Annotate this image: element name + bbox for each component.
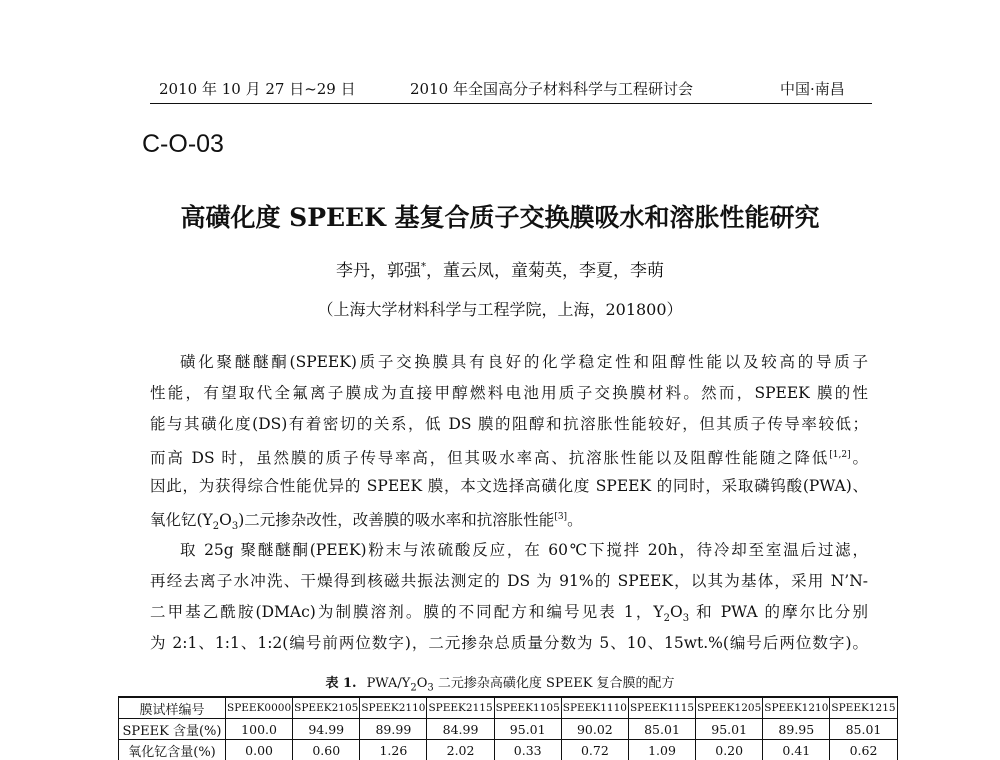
formulation-table [118, 696, 898, 760]
author-first: 李丹，郭强 [336, 261, 421, 281]
table-column-header: SPEEK1210 [763, 697, 830, 719]
table-cell: 0.41 [763, 740, 830, 760]
p2-line-3: 二甲基乙酰胺(DMAc)为制膜溶剂。膜的不同配方和编号见表 1，$Y_2O_3$ 和 PWA 的摩尔比分别 [150, 603, 868, 625]
citation-1-2: [1,2] [829, 450, 851, 460]
p1-line-2: 性能，有望取代全氟离子膜成为直接甲醇燃料电池用质子交换膜材料。然而，SPEEK 膜的性 [150, 384, 868, 402]
table-cell: 94.99 [293, 719, 360, 740]
table-cell: 0.62 [830, 740, 897, 760]
corresponding-mark: * [421, 261, 426, 273]
paper-title: 高磺化度 SPEEK 基复合质子交换膜吸水和溶胀性能研究 [180, 203, 820, 232]
table-column-header: SPEEK2105 [293, 697, 360, 719]
table-header-row [119, 697, 898, 719]
paper-code: C-O-03 [142, 130, 224, 158]
table-caption-label: 表 1. [325, 676, 357, 691]
p1-line-6: 氧化钇$(Y_2O_3)$二元掺杂改性，改善膜的吸水率和抗溶胀性能[3]。 [150, 511, 583, 533]
table-row [119, 719, 898, 740]
header-conference: 2010 年全国高分子材料科学与工程研讨会 [410, 80, 693, 98]
table-caption: 表 1. PWA/$Y_2O_3$ 二元掺杂高磺化度 SPEEK 复合膜的配方 [325, 676, 675, 694]
table-cell: 95.01 [696, 719, 763, 740]
table-cell: 85.01 [628, 719, 695, 740]
table-header-label: 膜试样编号 [119, 697, 226, 719]
table-column-header: SPEEK0000 [226, 697, 293, 719]
p1-line-3: 能与其磺化度(DS)有着密切的关系，低 DS 膜的阻醇和抗溶胀性能较好，但其质子传导率较低； [150, 415, 868, 433]
citation-3: [3] [554, 512, 568, 522]
table-cell: 1.09 [628, 740, 695, 760]
table-column-header: SPEEK1110 [561, 697, 628, 719]
table-column-header: SPEEK1205 [696, 697, 763, 719]
table-cell: 0.20 [696, 740, 763, 760]
table-cell: 89.99 [360, 719, 427, 740]
header-rule [150, 103, 872, 104]
row-label: 氧化钇含量(%) [119, 740, 226, 760]
author-rest: ，董云凤，童菊英，李夏，李萌 [426, 261, 664, 281]
p2-line-4: 为 2:1、1:1、1:2(编号前两位数字)，二元掺杂总质量分数为 5、10、15wt.%(编号后两位数字)。 [150, 634, 868, 652]
table-column-header: SPEEK1115 [628, 697, 695, 719]
table-cell: 100.0 [226, 719, 293, 740]
row-label: SPEEK 含量(%) [119, 719, 226, 740]
table-cell: 1.26 [360, 740, 427, 760]
table-column-header: SPEEK1215 [830, 697, 897, 719]
p1-line-4: 而高 DS 时，虽然膜的质子传导率高，但其吸水率高、抗溶胀性能以及阻醇性能随之降低[1,2]。 [150, 449, 868, 467]
p1-line-5: 因此，为获得综合性能优异的 SPEEK 膜，本文选择高磺化度 SPEEK 的同时，采取磷钨酸(PWA)、 [150, 477, 868, 495]
table-cell: 0.72 [561, 740, 628, 760]
table-row [119, 740, 898, 760]
table-cell: 0.00 [226, 740, 293, 760]
table-column-header: SPEEK1105 [494, 697, 561, 719]
table-cell: 0.33 [494, 740, 561, 760]
p1-line-1: 磺化聚醚醚酮(SPEEK)质子交换膜具有良好的化学稳定性和阻醇性能以及较高的导质子 [180, 353, 868, 371]
table-cell: 95.01 [494, 719, 561, 740]
p2-line-2: 再经去离子水冲洗、干燥得到核磁共振法测定的 DS 为 91%的 SPEEK，以其为基体，采用 N’N- [150, 572, 868, 590]
table-column-header: SPEEK2110 [360, 697, 427, 719]
table-cell: 84.99 [427, 719, 494, 740]
table-cell: 90.02 [561, 719, 628, 740]
table-cell: 0.60 [293, 740, 360, 760]
paper-authors [0, 256, 1000, 281]
header-location: 中国·南昌 [780, 80, 845, 98]
table-cell: 89.95 [763, 719, 830, 740]
paper-affiliation: （上海大学材料科学与工程学院，上海，201800） [317, 300, 683, 319]
table-cell: 2.02 [427, 740, 494, 760]
table-column-header: SPEEK2115 [427, 697, 494, 719]
p2-line-1: 取 25g 聚醚醚酮(PEEK)粉末与浓硫酸反应，在 60℃下搅拌 20h，待冷却至室温后过滤， [180, 541, 868, 559]
table-cell: 85.01 [830, 719, 897, 740]
header-date: 2010 年 10 月 27 日~29 日 [159, 80, 356, 98]
